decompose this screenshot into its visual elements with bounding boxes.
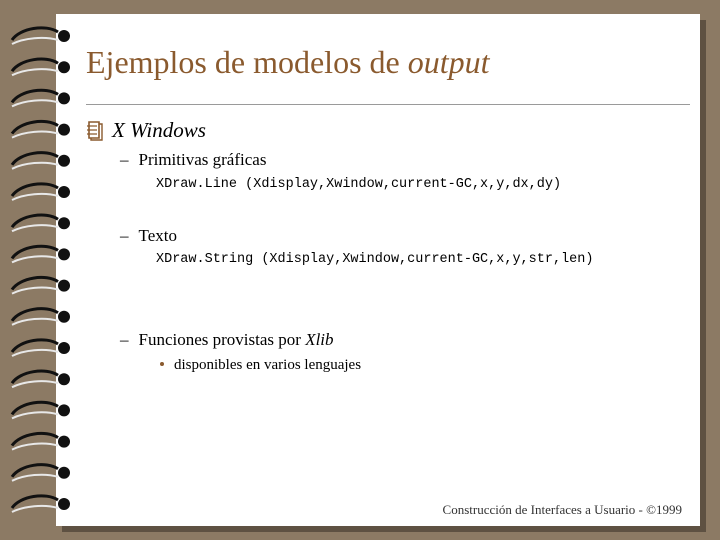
spiral-hole xyxy=(58,280,70,292)
spiral-ring-highlight xyxy=(12,256,58,262)
spiral-ring-highlight xyxy=(12,288,58,294)
spiral-ring-highlight xyxy=(12,412,58,418)
spiral-hole xyxy=(58,155,70,167)
spiral-ring-highlight xyxy=(12,444,58,450)
spiral-hole xyxy=(58,217,70,229)
title-divider xyxy=(86,104,690,105)
spiral-ring-highlight xyxy=(12,163,58,169)
bullet-text: X Windows xyxy=(112,118,206,142)
footer-text: Construcción de Interfaces a Usuario - ©1999 xyxy=(442,502,682,517)
sub-bullet-lenguajes xyxy=(160,357,361,374)
spiral-hole xyxy=(58,61,70,73)
spiral-ring-highlight xyxy=(12,506,58,512)
bullet-x-windows xyxy=(86,118,206,143)
spiral-ring-highlight xyxy=(12,319,58,325)
spiral-hole xyxy=(58,373,70,385)
item-funciones xyxy=(120,330,334,350)
title-italic-text: output xyxy=(407,44,490,80)
spiral-hole xyxy=(58,311,70,323)
spiral-hole xyxy=(58,342,70,354)
dash-marker: – xyxy=(120,330,129,349)
spiral-ring-highlight xyxy=(12,69,58,75)
slide-title xyxy=(86,44,490,81)
spiral-ring-highlight xyxy=(12,475,58,481)
spiral-hole xyxy=(58,92,70,104)
spiral-hole xyxy=(58,124,70,136)
slide-page xyxy=(56,14,700,526)
spiral-binding-icon xyxy=(6,18,78,528)
sub-bullet-text: disponibles en varios lenguajes xyxy=(174,357,362,373)
code-drawline: XDraw.Line (Xdisplay,Xwindow,current-GC,x,y,dx,dy) xyxy=(156,177,562,192)
spiral-ring-highlight xyxy=(12,194,58,200)
item-label: Funciones provistas por xyxy=(138,330,306,349)
dash-marker: – xyxy=(120,150,129,169)
spiral-ring-highlight xyxy=(12,100,58,106)
spiral-hole xyxy=(58,30,70,42)
open-book-icon xyxy=(86,120,104,142)
dash-marker: – xyxy=(120,226,129,245)
spiral-hole xyxy=(58,467,70,479)
dot-marker xyxy=(160,362,164,366)
spiral-hole xyxy=(58,498,70,510)
item-label: Primitivas gráficas xyxy=(138,150,267,169)
item-label: Texto xyxy=(138,226,177,245)
spiral-ring-highlight xyxy=(12,38,58,44)
spiral-hole xyxy=(58,248,70,260)
title-main-text: Ejemplos de modelos de xyxy=(86,44,408,80)
code-drawstring: XDraw.String (Xdisplay,Xwindow,current-GC,x,y,str,len) xyxy=(156,252,594,267)
spiral-hole xyxy=(58,436,70,448)
item-italic-label: Xlib xyxy=(305,330,334,349)
item-texto xyxy=(120,226,177,246)
spiral-ring-highlight xyxy=(12,350,58,356)
spiral-ring-highlight xyxy=(12,132,58,138)
item-primitivas xyxy=(120,150,266,170)
spiral-ring-highlight xyxy=(12,381,58,387)
spiral-ring-highlight xyxy=(12,225,58,231)
spiral-hole xyxy=(58,186,70,198)
spiral-hole xyxy=(58,404,70,416)
